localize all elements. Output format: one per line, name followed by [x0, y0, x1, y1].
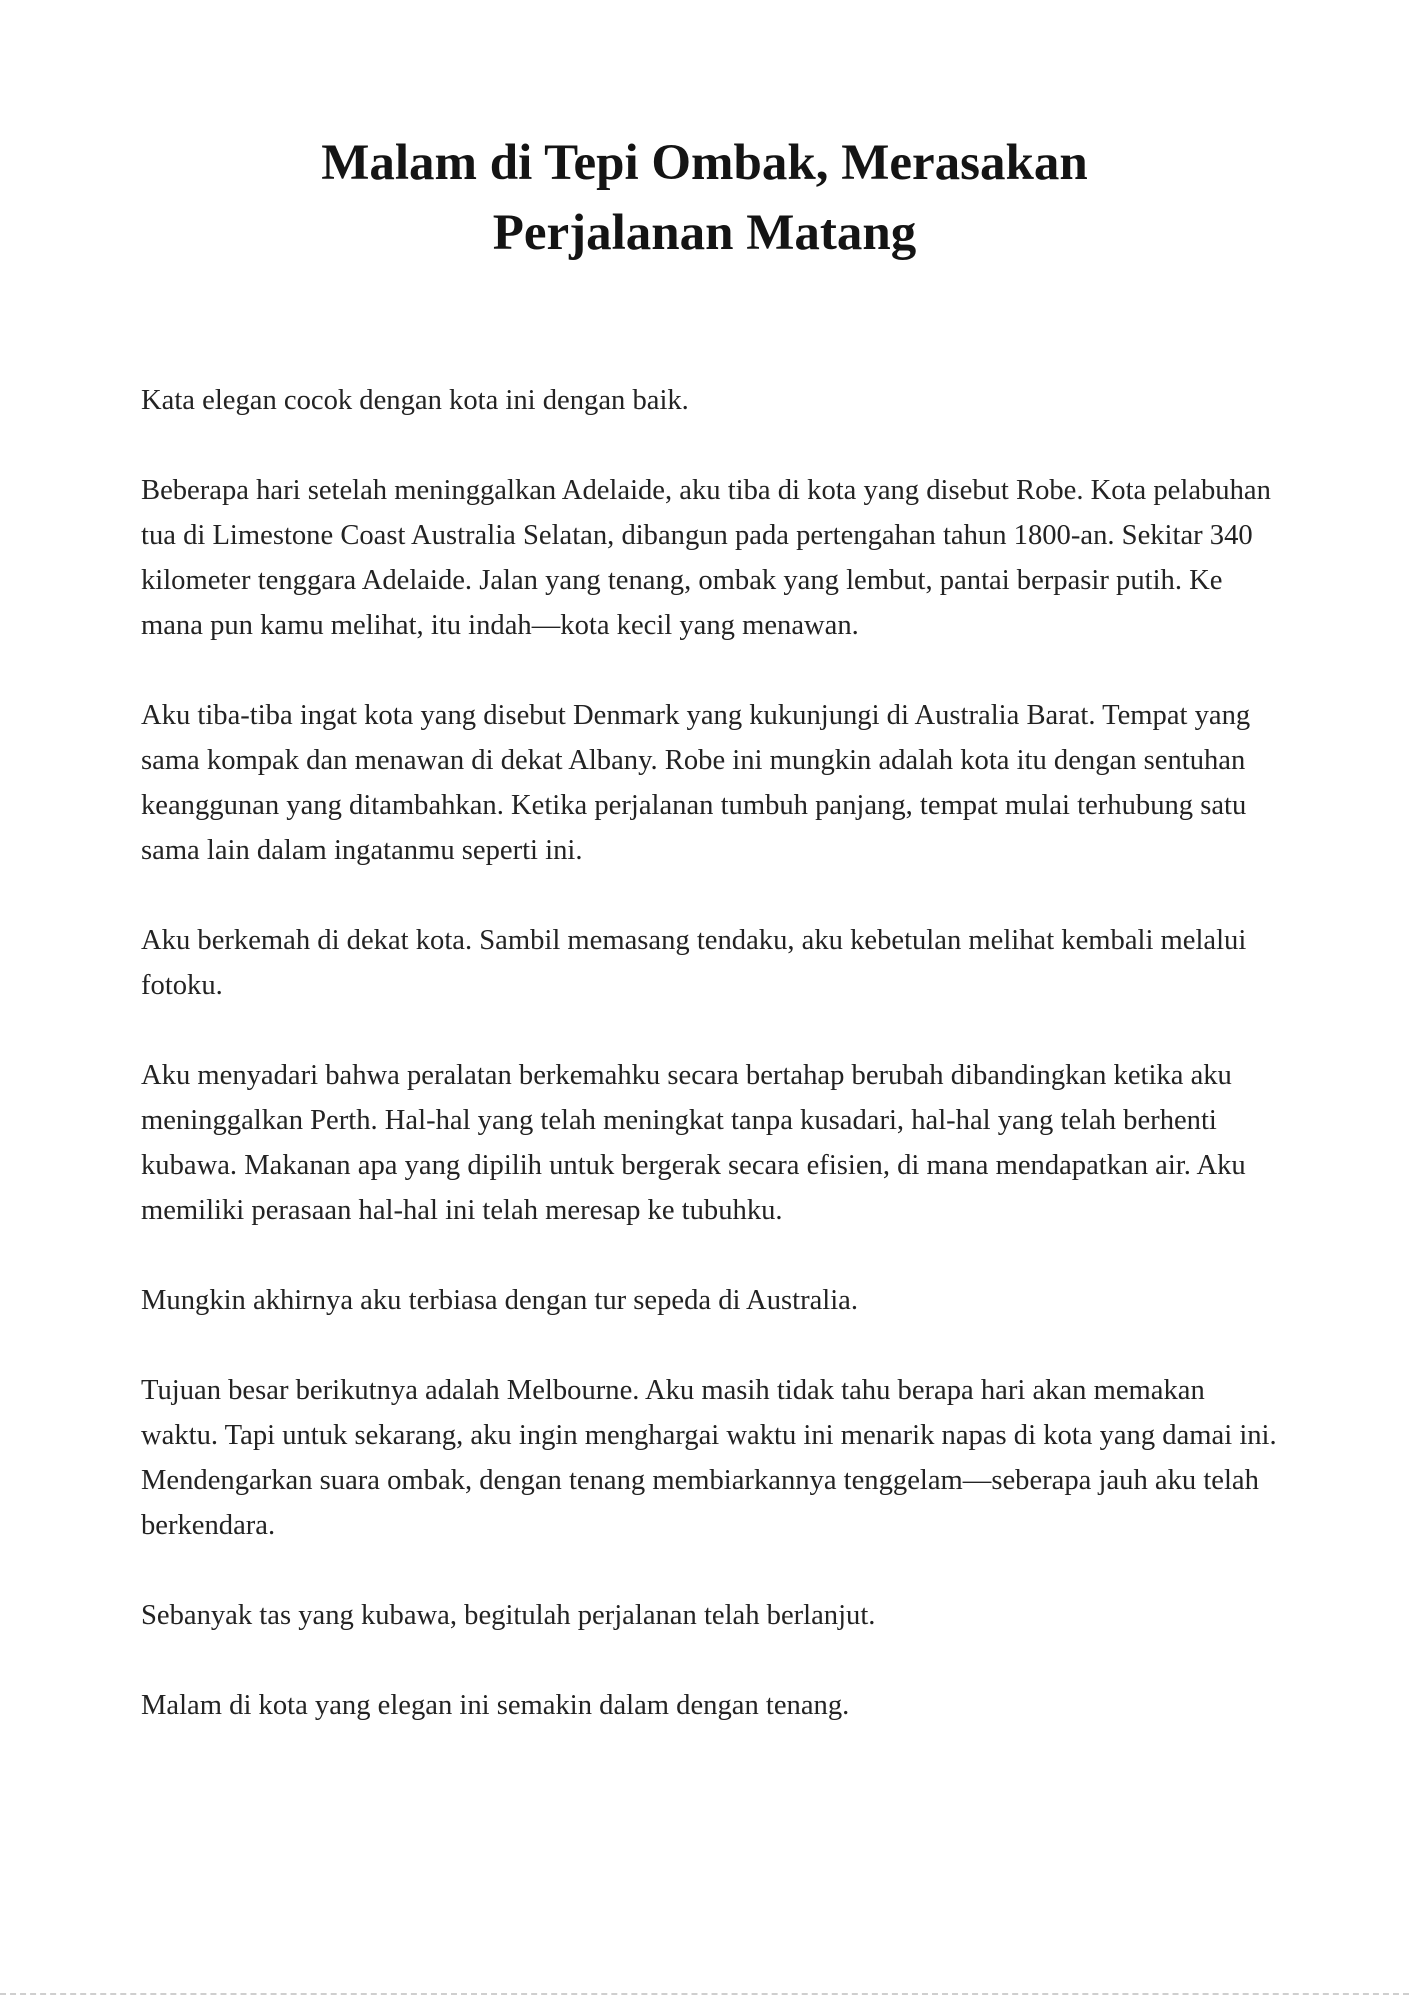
paragraph: Aku menyadari bahwa peralatan berkemahku secara bertahap berubah dibandingkan ketika aku meninggalkan Perth. Hal-hal yang telah meningkat tanpa kusadari, hal-hal yang telah berhenti kubawa. Makanan apa yang dipilih untuk bergerak secara efisien, di mana mendapatkan air. Aku memiliki perasaan hal-hal ini telah meresap ke tubuhku. — [141, 1060, 1246, 1226]
article-body — [141, 378, 1281, 1773]
paragraph: Aku tiba-tiba ingat kota yang disebut Denmark yang kukunjungi di Australia Barat. Tempat yang sama kompak dan menawan di dekat Albany. Robe ini mungkin adalah kota itu dengan sentuhan keanggunan yang ditambahkan. Ketika perjalanan tumbuh panjang, tempat mulai terhubung satu sama lain dalam ingatanmu seperti ini. — [141, 700, 1251, 866]
paragraph: Tujuan besar berikutnya adalah Melbourne. Aku masih tidak tahu berapa hari akan memakan waktu. Tapi untuk sekarang, aku ingin menghargai waktu ini menarik napas di kota yang damai ini. Mendengarkan suara ombak, dengan tenang membiarkannya tenggelam—seberapa jauh aku telah berkendara. — [141, 1375, 1277, 1541]
paragraph: Beberapa hari setelah meninggalkan Adelaide, aku tiba di kota yang disebut Robe. Kota pelabuhan tua di Limestone Coast Australia Selatan, dibangun pada pertengahan tahun 1800-an. Sekitar 340 kilometer tenggara Adelaide. Jalan yang tenang, ombak yang lembut, pantai berpasir putih. Ke mana pun kamu melihat, itu indah—kota kecil yang menawan. — [141, 475, 1271, 641]
page-bottom-edge — [0, 1993, 1409, 1995]
paragraph: Malam di kota yang elegan ini semakin dalam dengan tenang. — [141, 1690, 850, 1721]
paragraph: Mungkin akhirnya aku terbiasa dengan tur sepeda di Australia. — [141, 1285, 859, 1316]
paragraph: Aku berkemah di dekat kota. Sambil memasang tendaku, aku kebetulan melihat kembali melalui fotoku. — [141, 925, 1247, 1001]
paragraph: Kata elegan cocok dengan kota ini dengan baik. — [141, 385, 689, 416]
page-title: Malam di Tepi Ombak, Merasakan Perjalanan Matang — [321, 135, 1088, 261]
paragraph: Sebanyak tas yang kubawa, begitulah perjalanan telah berlanjut. — [141, 1600, 876, 1631]
